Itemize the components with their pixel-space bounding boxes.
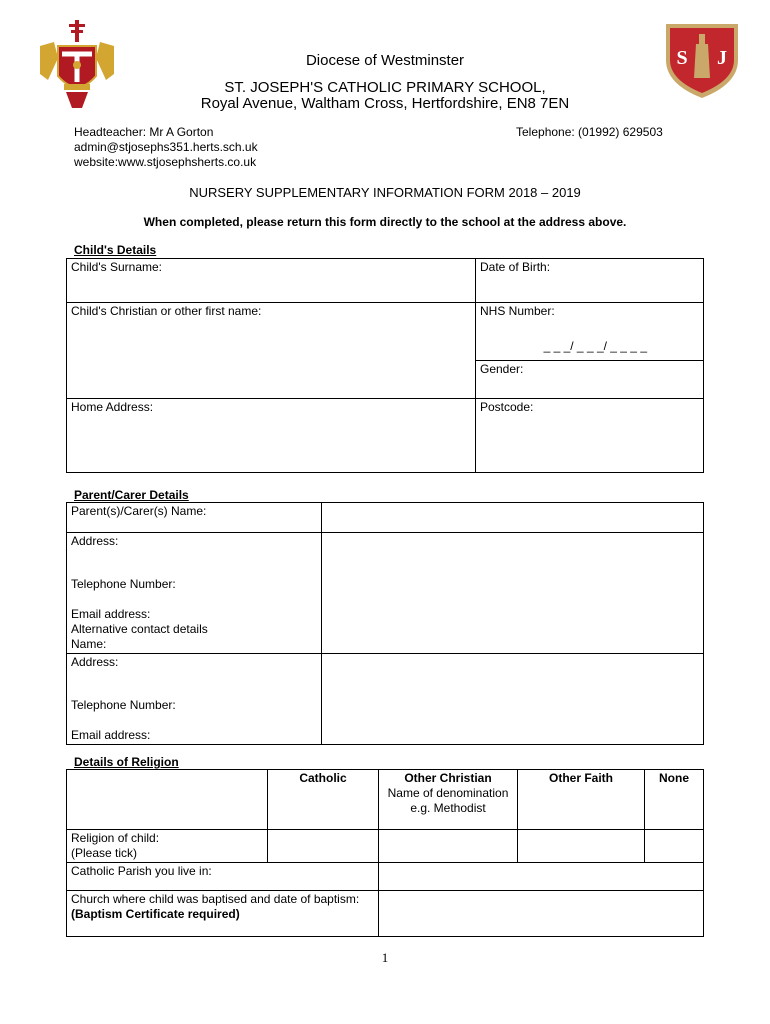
child-details-table bbox=[66, 258, 704, 473]
parent-contact-labels bbox=[67, 533, 322, 654]
nhs-number-label: NHS Number: bbox=[480, 304, 555, 318]
alt-telephone-label: Telephone Number: bbox=[71, 698, 176, 712]
postcode-field[interactable] bbox=[476, 399, 704, 473]
church-row-label bbox=[67, 891, 379, 937]
tick-catholic[interactable] bbox=[268, 830, 379, 863]
nhs-number-pattern: _ _ _/ _ _ _/ _ _ _ _ bbox=[543, 339, 647, 353]
col-other-christian-note: Name of denomination e.g. Methodist bbox=[387, 786, 509, 815]
tick-other-christian[interactable] bbox=[379, 830, 518, 863]
tick-none[interactable] bbox=[645, 830, 704, 863]
section-heading-child: Child's Details bbox=[74, 243, 157, 257]
alt-contact-input[interactable] bbox=[322, 654, 704, 745]
col-other-christian-header bbox=[379, 770, 518, 830]
parish-label: Catholic Parish you live in: bbox=[67, 863, 379, 891]
col-other-faith-header: Other Faith bbox=[518, 770, 645, 830]
form-instruction: When completed, please return this form directly to the school at the address above. bbox=[143, 215, 627, 229]
religion-row-label bbox=[67, 830, 268, 863]
religion-tick-note: (Please tick) bbox=[71, 846, 138, 860]
child-first-name-field[interactable] bbox=[67, 303, 476, 399]
parent-contact-input[interactable] bbox=[322, 533, 704, 654]
home-address-field[interactable] bbox=[67, 399, 476, 473]
school-website: website:www.stjosephsherts.co.uk bbox=[74, 155, 257, 169]
alt-address-label: Address: bbox=[71, 655, 119, 669]
alt-name-label: Name: bbox=[71, 637, 107, 651]
religion-label: Religion of child: bbox=[71, 831, 160, 845]
page-number: 1 bbox=[381, 950, 389, 965]
child-surname-label: Child's Surname: bbox=[71, 260, 162, 274]
child-first-name-label: Child's Christian or other first name: bbox=[71, 304, 262, 318]
church-label: Church where child was baptised and date of baptism: bbox=[71, 892, 360, 906]
form-title: NURSERY SUPPLEMENTARY INFORMATION FORM 2018 – 2019 bbox=[189, 185, 581, 200]
logo-letter-j: J bbox=[717, 47, 727, 69]
school-email: admin@stjosephs351.herts.sch.uk bbox=[74, 140, 258, 154]
col-none-header: None bbox=[645, 770, 704, 830]
alt-contact-labels bbox=[67, 654, 322, 745]
headteacher-line: Headteacher: Mr A Gorton bbox=[74, 125, 214, 139]
home-address-label: Home Address: bbox=[71, 400, 154, 414]
alt-contact-label: Alternative contact details bbox=[71, 622, 208, 636]
baptism-certificate-note: (Baptism Certificate required) bbox=[71, 907, 240, 921]
parent-telephone-label: Telephone Number: bbox=[71, 577, 176, 591]
parent-name-label: Parent(s)/Carer(s) Name: bbox=[67, 503, 322, 533]
gender-field[interactable] bbox=[476, 361, 704, 399]
postcode-label: Postcode: bbox=[480, 400, 534, 414]
parish-input[interactable] bbox=[379, 863, 704, 891]
parent-address-label: Address: bbox=[71, 534, 119, 548]
parent-details-table bbox=[66, 502, 704, 745]
school-name: ST. JOSEPH'S CATHOLIC PRIMARY SCHOOL, bbox=[224, 79, 546, 96]
school-telephone: Telephone: (01992) 629503 bbox=[516, 125, 663, 139]
school-address: Royal Avenue, Waltham Cross, Hertfordshire, EN8 7EN bbox=[200, 95, 570, 112]
child-dob-field[interactable] bbox=[476, 259, 704, 303]
tick-other-faith[interactable] bbox=[518, 830, 645, 863]
parent-email-label: Email address: bbox=[71, 607, 151, 621]
logo-letter-s: S bbox=[676, 47, 688, 69]
religion-table bbox=[66, 769, 704, 937]
alt-email-label: Email address: bbox=[71, 728, 151, 742]
church-input[interactable] bbox=[379, 891, 704, 937]
section-heading-parent: Parent/Carer Details bbox=[74, 488, 189, 502]
nhs-number-field[interactable] bbox=[476, 303, 704, 361]
gender-label: Gender: bbox=[480, 362, 524, 376]
col-other-christian-title: Other Christian bbox=[404, 771, 492, 785]
child-dob-label: Date of Birth: bbox=[480, 260, 551, 274]
col-catholic-header: Catholic bbox=[268, 770, 379, 830]
diocese-title: Diocese of Westminster bbox=[305, 52, 465, 69]
section-heading-religion: Details of Religion bbox=[74, 755, 179, 769]
parent-name-input[interactable] bbox=[322, 503, 704, 533]
religion-corner-cell bbox=[67, 770, 268, 830]
child-surname-field[interactable] bbox=[67, 259, 476, 303]
